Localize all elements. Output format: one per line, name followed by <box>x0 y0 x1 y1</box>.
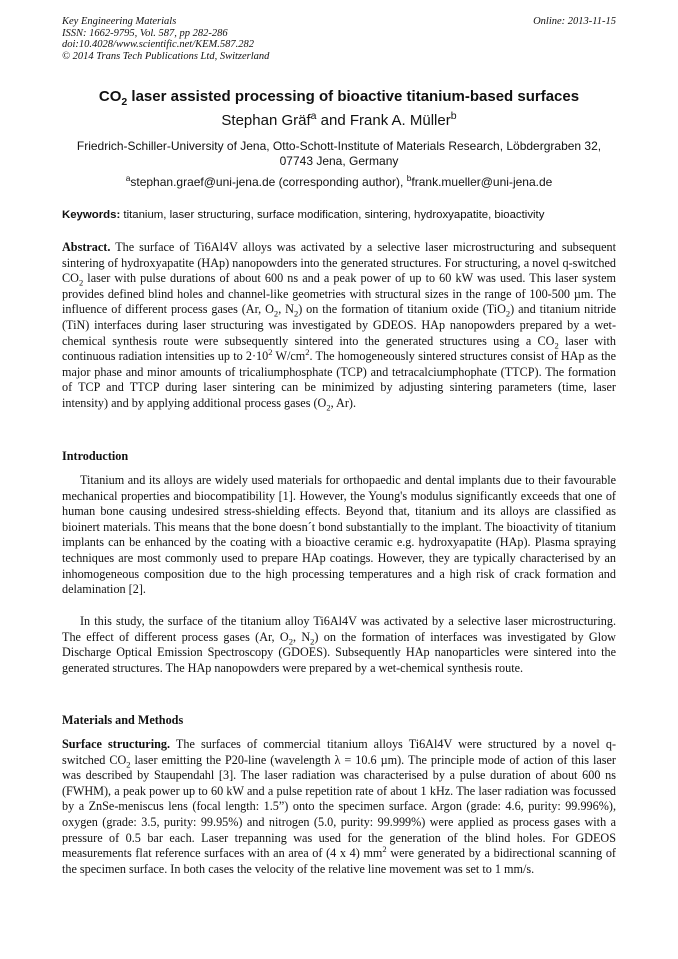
superscript: 2 <box>382 844 387 855</box>
superscript: 2 <box>305 347 310 358</box>
email-b-mark: b <box>406 173 412 183</box>
author-2-mark: b <box>450 110 457 122</box>
author-2: Frank A. Müller <box>349 112 451 129</box>
abstract-text: , Ar). <box>330 395 357 410</box>
subscript: 2 <box>78 277 84 288</box>
methods-heading: Materials and Methods <box>62 713 184 727</box>
paper-title <box>62 88 616 108</box>
email-line <box>62 175 616 189</box>
author-conjunction: and <box>316 112 350 129</box>
author-1-mark: a <box>310 110 317 122</box>
subscript: 2 <box>273 308 279 319</box>
methods-text: The surfaces of commercial titanium alloys Ti6Al4V were structured by a novel q-switched CO <box>62 737 617 767</box>
methods-paragraph <box>62 737 616 877</box>
subscript: 2 <box>326 402 331 413</box>
abstract-paragraph <box>62 240 616 412</box>
intro-text: , N <box>292 629 311 644</box>
journal-name: Key Engineering Materials <box>62 16 177 27</box>
surface-structuring-label: Surface structuring. <box>62 737 171 751</box>
title-text-start: CO <box>98 88 122 105</box>
subscript: 2 <box>126 759 131 770</box>
title-text-end: laser assisted processing of bioactive titanium-based surfaces <box>127 88 580 105</box>
introduction-paragraph-1: Titanium and its alloys are widely used materials for orthopaedic and dental implants due to their favourable mechanical properties and biocompatibility [1]. However, the Young's modulus significantly exceeds that one of human bone causing undesired stress-shielding effects. Beyond that, titanium and its alloys are classified as bioinert materials. This means that the bone doesn´t bond substantially to the implant. The bioactivity of titanium implants can be enhanced by the coating with a bioactive ceramic e.g. hydroxyapatite (HAp). Plasma spraying techniques are most commonly used to prepare HAp coatings. However, they are typically characterised by an inhomogeneous composition due to the high processing temperatures and a high risk of crack formation and delamination [2]. <box>62 473 616 597</box>
keywords-text: titanium, laser structuring, surface modification, sintering, hydroxyapatite, bioactivity <box>120 209 545 221</box>
journal-header <box>62 16 616 62</box>
introduction-heading: Introduction <box>62 449 129 463</box>
author-list <box>62 112 616 129</box>
methods-text: laser emitting the P20-line (wavelength λ = 10.6 µm). The principle mode of action of this laser was described by Staupendahl [3]. The laser radiation was characterised by a pulse duration of about 600 ns (FWHM), a peak power up to 60 kW and a pulse repetition rate of about 1 kHz. The laser radiation was focussed by a ZnSe-meniscus lens (focal length: 1.5”) onto the specimen surface. Argon (grade: 4.6, purity: 99.996%), oxygen (grade: 3.5, purity: 99.95%) and nitrogen (5.0, purity: 99.999%) were applied as process gases with a pressure of 0.5 bar each. Laser trepanning was used for the generation of the blind holes. For GDEOS measurements flat reference surfaces with an area of (4 x 4) mm <box>62 752 616 861</box>
subscript: 2 <box>310 636 315 647</box>
abstract-text: . The homogeneously sintered structures consist of HAp as the major phase and minor amounts of tricaliumphosphate (TCP) and tetracalciumphophate (TTCP). The formation of TCP and TTCP during laser sintering can be minimized by adjusting sintering parameters (time, laser intensity) and by applying additional process gases (O <box>62 349 616 410</box>
affiliation: Friedrich-Schiller-University of Jena, Otto-Schott-Institute of Materials Research, Löbdergraben 32, 07743 Jena, Germany <box>76 139 602 168</box>
abstract-text: W/cm <box>272 349 306 364</box>
abstract-text: ) and titanium nitride (TiN) interfaces during laser structuring was investigated by GDEOS. HAp nanopowders prepared by a wet-chemical synthesis route were subsequently sintered into the generated structures using a CO <box>62 302 616 348</box>
keywords-label: Keywords: <box>62 209 121 221</box>
title-subscript: 2 <box>121 96 128 108</box>
author-1: Stephan Gräf <box>221 112 311 129</box>
email-a-mark: a <box>125 173 131 183</box>
email-a: stephan.graef@uni-jena.de (corresponding author), <box>130 175 407 189</box>
abstract-text: ) on the formation of titanium oxide (TiO <box>298 302 506 317</box>
doi-line: doi:10.4028/www.scientific.net/KEM.587.282 <box>62 39 254 51</box>
methods-text: were generated by a bidirectional scanning of the specimen surface. In both cases the velocity of the relative line movement was set to 1 mm/s. <box>62 846 616 876</box>
email-b: frank.mueller@uni-jena.de <box>411 175 553 189</box>
subscript: 2 <box>505 308 511 319</box>
abstract-label: Abstract. <box>62 240 111 254</box>
intro-text: In this study, the surface of the titanium alloy Ti6Al4V was activated by a selective laser microstructuring. The effect of different process gases (Ar, O <box>62 614 616 644</box>
abstract-text: , N <box>278 302 294 317</box>
subscript: 2 <box>554 340 559 350</box>
subscript: 2 <box>293 308 299 319</box>
abstract-text: laser with pulse durations of about 600 ns and a peak power of up to 60 kW was used. This laser system provides defined blind holes and channel-like geometries with structural sizes in the range of 100-500 µm. The influence of different process gases (Ar, O <box>62 271 616 317</box>
copyright-line: © 2014 Trans Tech Publications Ltd, Switzerland <box>62 50 270 62</box>
issn-line: ISSN: 1662-9795, Vol. 587, pp 282-286 <box>62 27 228 39</box>
intro-text: ) on the formation of interfaces was investigated by Glow Discharge Optical Emission Spectroscopy (GDOES). Subsequently HAp nanoparticles were sintered into the generated structures. The HAp nanopowders were prepared by a wet-chemical synthesis route. <box>62 629 616 675</box>
subscript: 2 <box>288 636 293 647</box>
abstract-text: The surface of Ti6Al4V alloys was activated by a selective laser microstructuring and subsequent sintering of hydroxyapatite (HAp) nanopowders into the generated structures. For structuring, a novel q-switched CO <box>62 240 616 286</box>
abstract-text: laser with continuous radiation intensities up to 2·10 <box>62 333 616 364</box>
keywords-line <box>62 209 622 221</box>
introduction-paragraph-2 <box>62 614 616 676</box>
online-date: Online: 2013-11-15 <box>533 16 616 27</box>
superscript: 2 <box>268 347 273 358</box>
